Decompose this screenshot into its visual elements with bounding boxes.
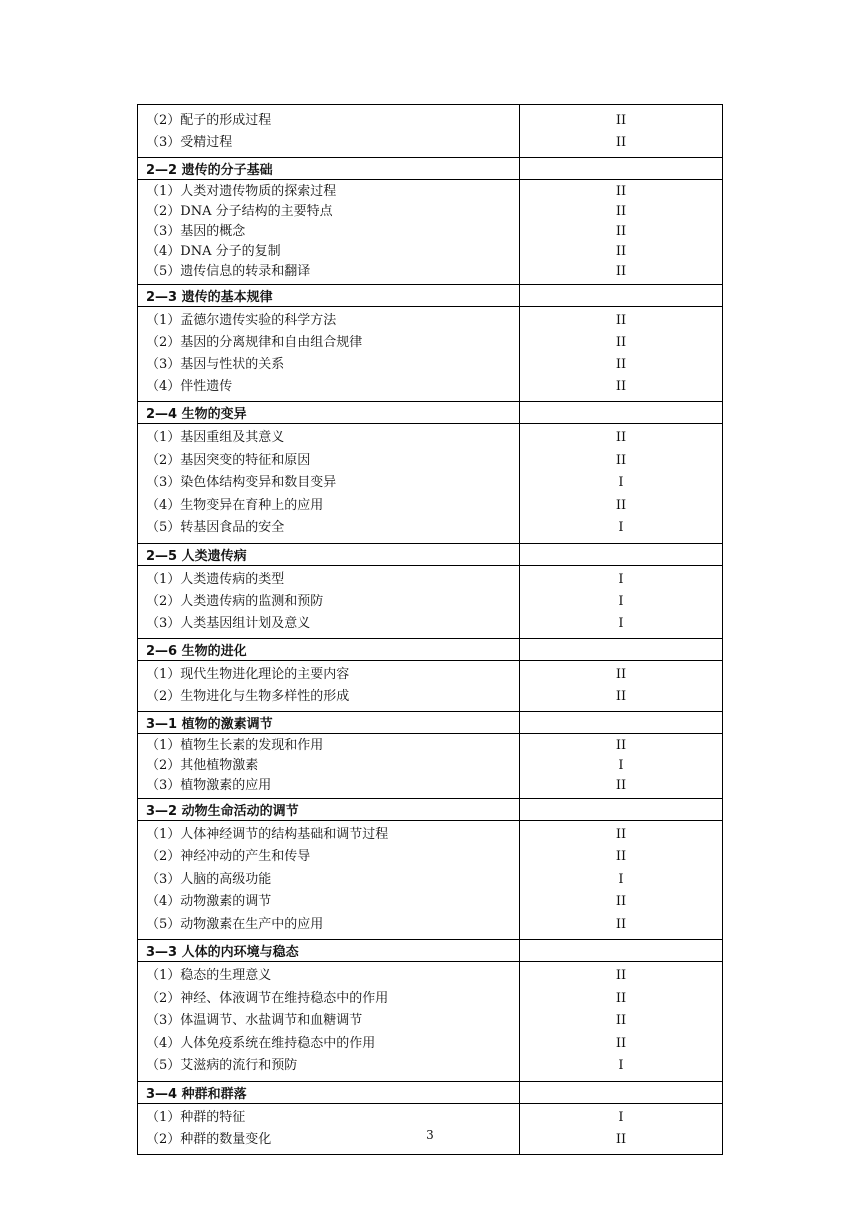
section-level-cell: [520, 285, 723, 307]
item-level: II: [615, 968, 627, 983]
item-text: （3）基因与性状的关系: [146, 357, 285, 372]
item-text-cell: [138, 180, 520, 285]
item-text: （1）人类遗传病的类型: [146, 571, 285, 587]
item-level: II: [615, 894, 627, 909]
item-level: II: [615, 264, 627, 279]
item-text-cell: [138, 105, 520, 158]
item-level: II: [615, 224, 627, 239]
item-level-cell: [520, 180, 723, 285]
section-items-row: [138, 424, 723, 544]
item-level: I: [618, 757, 624, 773]
item-level: II: [615, 135, 627, 150]
item-text: （5）遗传信息的转录和翻译: [146, 264, 311, 279]
syllabus-table-body: [138, 105, 723, 1155]
item-text: （1）植物生长素的发现和作用: [146, 737, 324, 753]
section-level-cell: [520, 1081, 723, 1103]
section-header-row: [138, 1081, 723, 1103]
section-level-cell: [520, 402, 723, 424]
item-text: （3）染色体结构变异和数目变异: [146, 475, 337, 490]
item-text: （3）基因的概念: [146, 224, 246, 239]
item-level: II: [615, 826, 627, 842]
item-text-cell: [138, 733, 520, 798]
item-text: （2）其他植物激素: [146, 757, 259, 773]
section-level-cell: [520, 638, 723, 660]
item-level-cell: [520, 307, 723, 402]
item-level: I: [618, 475, 624, 490]
item-text: （4）DNA 分子的复制: [146, 244, 281, 259]
item-level: II: [615, 452, 627, 468]
section-level-cell: [520, 158, 723, 180]
section-title: 2—2 遗传的分子基础: [138, 158, 520, 180]
item-text: （4）伴性遗传: [146, 379, 233, 394]
item-level: I: [618, 615, 624, 631]
item-text: （2）基因突变的特征和原因: [146, 452, 311, 468]
section-level-cell: [520, 711, 723, 733]
item-level: II: [615, 688, 627, 704]
section-title: 2—3 遗传的基本规律: [138, 285, 520, 307]
section-level-cell: [520, 543, 723, 565]
item-level: II: [615, 379, 627, 394]
item-text: （1）人类对遗传物质的探索过程: [146, 184, 337, 199]
section-title: 3—1 植物的激素调节: [138, 711, 520, 733]
item-text: （2）人类遗传病的监测和预防: [146, 593, 324, 609]
item-level-cell: [520, 820, 723, 940]
item-level-cell: [520, 565, 723, 638]
section-header-row: [138, 402, 723, 424]
item-text: （3）人类基因组计划及意义: [146, 615, 311, 631]
item-level: II: [615, 737, 627, 753]
section-items-row: [138, 105, 723, 158]
item-text: （2）种群的数量变化: [146, 1131, 272, 1147]
item-level: II: [615, 184, 627, 199]
item-level-cell: [520, 962, 723, 1082]
item-text: （2）生物进化与生物多样性的形成: [146, 688, 350, 704]
item-level: I: [618, 871, 624, 887]
item-level: II: [615, 204, 627, 219]
syllabus-table: [137, 104, 723, 1155]
item-level: II: [615, 666, 627, 682]
item-level: I: [618, 593, 624, 609]
section-title: 2—4 生物的变异: [138, 402, 520, 424]
item-text: （5）转基因食品的安全: [146, 520, 285, 535]
item-text: （3）人脑的高级功能: [146, 871, 272, 887]
item-text: （2）神经冲动的产生和传导: [146, 849, 311, 864]
item-text-cell: [138, 962, 520, 1082]
item-text: （1）人体神经调节的结构基础和调节过程: [146, 826, 389, 842]
item-level: II: [615, 916, 627, 932]
item-text: （2）配子的形成过程: [146, 113, 272, 128]
item-text: （2）基因的分离规律和自由组合规律: [146, 335, 363, 350]
item-text-cell: [138, 660, 520, 711]
section-title: 3—3 人体的内环境与稳态: [138, 940, 520, 962]
section-items-row: [138, 660, 723, 711]
item-level-cell: [520, 733, 723, 798]
section-items-row: [138, 820, 723, 940]
section-title: 3—2 动物生命活动的调节: [138, 798, 520, 820]
section-items-row: [138, 733, 723, 798]
section-header-row: [138, 711, 723, 733]
section-header-row: [138, 543, 723, 565]
item-level: I: [618, 1109, 624, 1125]
item-text: （5）动物激素在生产中的应用: [146, 916, 324, 932]
item-level: II: [615, 849, 627, 864]
item-text: （3）受精过程: [146, 135, 233, 150]
item-level: I: [618, 520, 624, 535]
section-title: 2—6 生物的进化: [138, 638, 520, 660]
item-level: II: [615, 244, 627, 259]
item-level: II: [615, 1035, 627, 1051]
item-text: （4）人体免疫系统在维持稳态中的作用: [146, 1035, 376, 1051]
item-text: （1）种群的特征: [146, 1109, 246, 1125]
item-level-cell: [520, 424, 723, 544]
section-items-row: [138, 565, 723, 638]
item-level-cell: [520, 105, 723, 158]
item-level: II: [615, 777, 627, 793]
section-items-row: [138, 962, 723, 1082]
item-text: （1）现代生物进化理论的主要内容: [146, 666, 350, 682]
item-level-cell: [520, 660, 723, 711]
item-level: I: [618, 1058, 624, 1073]
item-text: （1）孟德尔遗传实验的科学方法: [146, 313, 337, 328]
item-level: II: [615, 1131, 627, 1147]
section-title: 2—5 人类遗传病: [138, 543, 520, 565]
item-level: II: [615, 335, 627, 350]
item-level: II: [615, 357, 627, 372]
section-header-row: [138, 798, 723, 820]
item-text: （4）生物变异在育种上的应用: [146, 497, 324, 513]
section-header-row: [138, 638, 723, 660]
section-items-row: [138, 307, 723, 402]
item-text: （5）艾滋病的流行和预防: [146, 1058, 298, 1073]
section-header-row: [138, 940, 723, 962]
section-items-row: [138, 180, 723, 285]
item-text: （1）稳态的生理意义: [146, 968, 272, 983]
item-text-cell: [138, 424, 520, 544]
item-level: II: [615, 313, 627, 328]
item-level: II: [615, 497, 627, 513]
item-level: II: [615, 990, 627, 1006]
item-text: （2）DNA 分子结构的主要特点: [146, 204, 333, 219]
page-number: 3: [426, 1128, 434, 1142]
item-text: （1）基因重组及其意义: [146, 430, 285, 445]
item-level: II: [615, 113, 627, 128]
item-text-cell: [138, 565, 520, 638]
item-text-cell: [138, 307, 520, 402]
section-header-row: [138, 158, 723, 180]
section-level-cell: [520, 940, 723, 962]
item-text-cell: [138, 820, 520, 940]
item-text: （4）动物激素的调节: [146, 894, 272, 909]
section-header-row: [138, 285, 723, 307]
section-level-cell: [520, 798, 723, 820]
section-title: 3—4 种群和群落: [138, 1081, 520, 1103]
item-level: II: [615, 430, 627, 445]
item-text: （2）神经、体液调节在维持稳态中的作用: [146, 990, 389, 1006]
item-level: I: [618, 571, 624, 587]
item-level: II: [615, 1013, 627, 1028]
item-text: （3）体温调节、水盐调节和血糖调节: [146, 1013, 363, 1028]
item-text: （3）植物激素的应用: [146, 777, 272, 793]
